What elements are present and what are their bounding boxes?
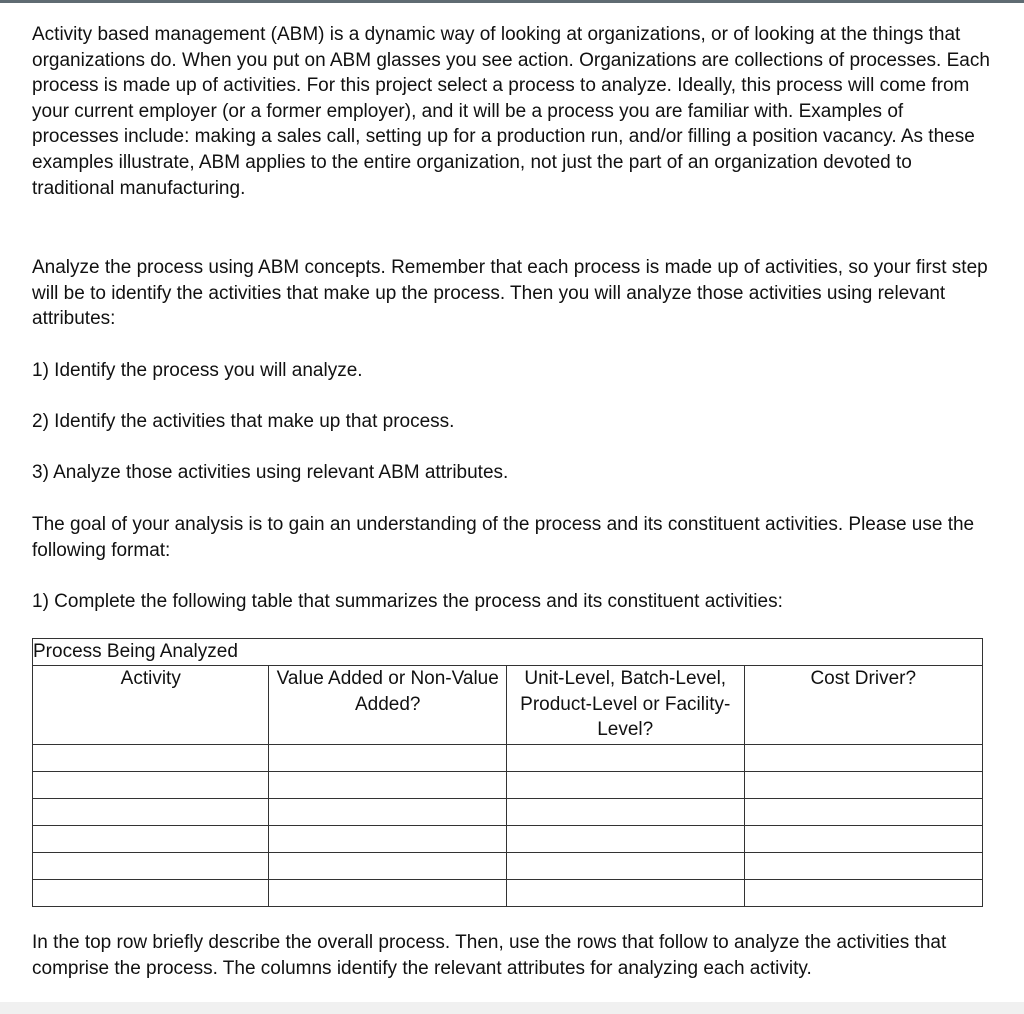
table-cell[interactable] bbox=[33, 853, 269, 880]
table-cell[interactable] bbox=[33, 745, 269, 772]
table-cell[interactable] bbox=[744, 772, 983, 799]
table-row bbox=[33, 799, 983, 826]
table-cell[interactable] bbox=[744, 826, 983, 853]
format-instruction: 1) Complete the following table that summarizes the process and its constituent activities: bbox=[32, 591, 783, 612]
process-label-cell[interactable] bbox=[33, 639, 983, 666]
table-cell[interactable] bbox=[269, 799, 507, 826]
process-row bbox=[33, 639, 983, 666]
table-cell[interactable] bbox=[33, 799, 269, 826]
step-3: 3) Analyze those activities using relevant ABM attributes. bbox=[32, 462, 509, 483]
table-row bbox=[33, 772, 983, 799]
header-cost-driver: Cost Driver? bbox=[744, 666, 983, 745]
table-cell[interactable] bbox=[506, 853, 744, 880]
header-activity: Activity bbox=[33, 666, 269, 745]
process-label: Process Being Analyzed bbox=[33, 641, 238, 662]
header-value-added: Value Added or Non-Value Added? bbox=[269, 666, 507, 745]
table-cell[interactable] bbox=[269, 853, 507, 880]
table-cell[interactable] bbox=[506, 772, 744, 799]
table-cell[interactable] bbox=[744, 799, 983, 826]
top-border bbox=[0, 0, 1024, 3]
table-cell[interactable] bbox=[33, 826, 269, 853]
abm-table bbox=[32, 638, 983, 907]
table-cell[interactable] bbox=[506, 826, 744, 853]
closing-paragraph: In the top row briefly describe the overall process. Then, use the rows that follow to analyze the activities that comprise the process. The columns identify the relevant attributes for analyzing each activity. bbox=[32, 932, 947, 979]
table-cell[interactable] bbox=[744, 853, 983, 880]
header-row bbox=[33, 666, 983, 745]
bottom-edge bbox=[0, 1002, 1024, 1014]
table-cell[interactable] bbox=[744, 880, 983, 907]
table-cell[interactable] bbox=[506, 745, 744, 772]
table-row bbox=[33, 880, 983, 907]
table-cell[interactable] bbox=[33, 772, 269, 799]
table-cell[interactable] bbox=[506, 799, 744, 826]
table-cell[interactable] bbox=[269, 880, 507, 907]
header-cost-level: Unit-Level, Batch-Level, Product-Level or Facility-Level? bbox=[506, 666, 744, 745]
table-cell[interactable] bbox=[506, 880, 744, 907]
table-cell[interactable] bbox=[269, 745, 507, 772]
step-2: 2) Identify the activities that make up that process. bbox=[32, 411, 455, 432]
table-cell[interactable] bbox=[33, 880, 269, 907]
table-cell[interactable] bbox=[269, 772, 507, 799]
intro-paragraph: Activity based management (ABM) is a dynamic way of looking at organizations, or of looking at the things that organizations do. When you put on ABM glasses you see action. Organizations are collections of processes. Each process is made up of activities. For this project select a process to analyze. Ideally, this process will come from your current employer (or a former employer), and it will be a process you are familiar with. Examples of processes include: making a sales call, setting up for a production run, and/or filling a position vacancy. As these examples illustrate, ABM applies to the entire organization, not just the part of an organization devoted to traditional manufacturing. bbox=[32, 24, 990, 199]
analyze-paragraph: Analyze the process using ABM concepts. Remember that each process is made up of activities, so your first step will be to identify the activities that make up the process. Then you will analyze those activities using relevant attributes: bbox=[32, 257, 988, 330]
step-1: 1) Identify the process you will analyze. bbox=[32, 360, 363, 381]
table-row bbox=[33, 745, 983, 772]
table-row bbox=[33, 826, 983, 853]
table-row bbox=[33, 853, 983, 880]
data-rows bbox=[33, 745, 983, 907]
table-cell[interactable] bbox=[744, 745, 983, 772]
goal-paragraph: The goal of your analysis is to gain an understanding of the process and its constituent activities. Please use the following format: bbox=[32, 514, 975, 561]
table-cell[interactable] bbox=[269, 826, 507, 853]
